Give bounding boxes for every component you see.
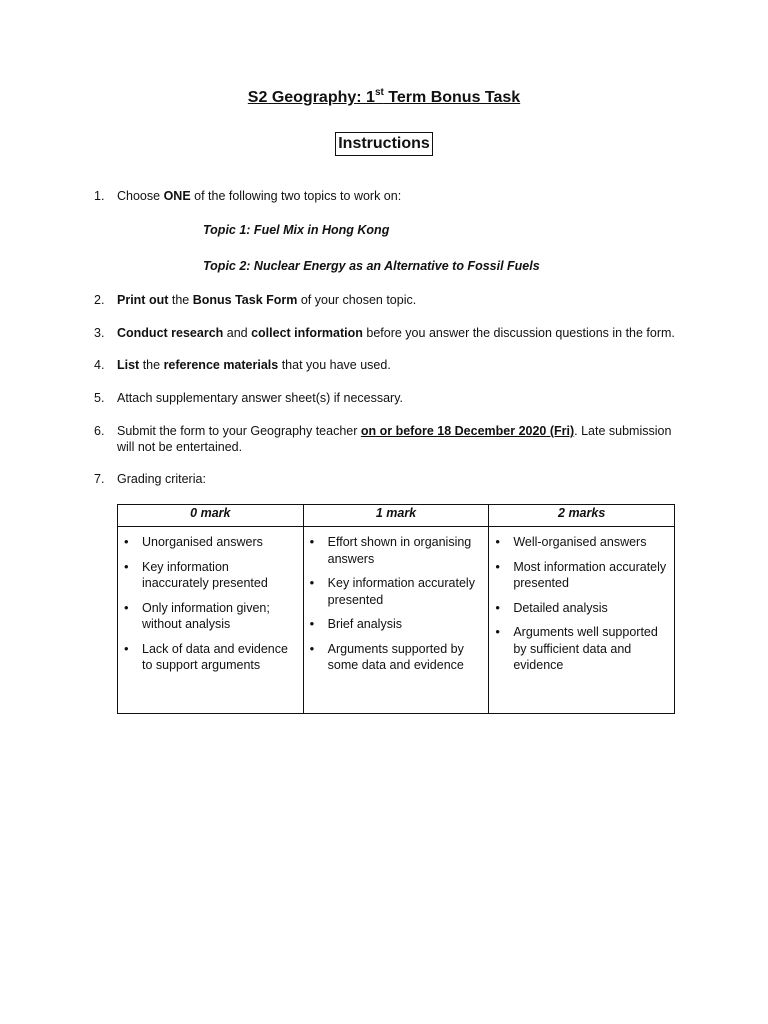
item-text: Grading criteria: [117, 472, 206, 486]
list-item-4 [94, 357, 687, 373]
item-text: Submit the form to your Geography teacher [117, 424, 361, 438]
header-1-mark: 1 mark [303, 505, 489, 527]
list-item: • Arguments supported by some data and evidence [328, 641, 483, 674]
criteria-list [489, 534, 674, 674]
item-bold-text: reference materials [163, 358, 279, 372]
list-number: 3. [94, 326, 105, 340]
list-item: • Well-organised answers [513, 534, 668, 551]
list-item: • Lack of data and evidence to support arguments [142, 641, 297, 674]
list-item: • Effort shown in organising answers [328, 534, 483, 567]
title-superscript: st [374, 86, 384, 98]
item-bold-text: Bonus Task Form [192, 293, 298, 307]
criteria-cell-1-mark [303, 527, 489, 714]
list-item-2 [94, 292, 687, 308]
list-item: • Brief analysis [328, 616, 483, 633]
item-text: Choose [117, 189, 164, 203]
deadline-text: on or before 18 December 2020 (Fri) [360, 424, 575, 438]
item-text: the [139, 358, 164, 372]
table-header-row [118, 505, 675, 527]
header-0-mark: 0 mark [118, 505, 304, 527]
criteria-cell-2-marks [489, 527, 675, 714]
item-text: of the following two topics to work on: [190, 189, 402, 203]
item-bold-text: Conduct research [117, 326, 224, 340]
title-suffix: Term Bonus Task [383, 89, 521, 106]
topic-1: Topic 1: Fuel Mix in Hong Kong [203, 223, 390, 237]
list-item-5 [94, 390, 687, 406]
list-number: 7. [94, 472, 105, 486]
item-bold-text: Print out [117, 293, 169, 307]
list-item: • Arguments well supported by sufficient data and evidence [513, 624, 668, 674]
list-number: 4. [94, 358, 105, 372]
topic-2: Topic 2: Nuclear Energy as an Alternative to Fossil Fuels [203, 259, 540, 273]
item-bold-text: List [117, 358, 140, 372]
subtitle-wrapper [0, 132, 768, 156]
header-2-marks: 2 marks [489, 505, 675, 527]
title-text [247, 86, 521, 106]
item-text: that you have used. [278, 358, 391, 372]
list-number: 6. [94, 424, 105, 438]
list-item: • Key information accurately presented [328, 575, 483, 608]
item-text: and [223, 326, 252, 340]
list-item: • Only information given; without analysis [142, 600, 297, 633]
grading-criteria-table [117, 504, 675, 714]
list-number: 1. [94, 189, 105, 203]
list-item-3 [94, 325, 687, 341]
item-bold-text: collect information [251, 326, 363, 340]
list-item-7 [94, 471, 687, 487]
instructions-heading: Instructions [335, 132, 433, 156]
item-text: Attach supplementary answer sheet(s) if necessary. [117, 391, 404, 405]
criteria-cell-0-mark [118, 527, 304, 714]
item-bold-text: ONE [163, 189, 191, 203]
list-item-1 [94, 188, 687, 204]
list-number: 2. [94, 293, 105, 307]
item-text: . Late submission will not be entertained. [117, 424, 672, 454]
criteria-list [304, 534, 489, 674]
list-item-6 [94, 423, 682, 455]
list-item: • Detailed analysis [513, 600, 668, 617]
list-item: • Unorganised answers [142, 534, 297, 551]
item-text: the [168, 293, 193, 307]
list-item: • Most information accurately presented [513, 559, 668, 592]
item-text: before you answer the discussion questions in the form. [362, 326, 675, 340]
list-item: • Key information inaccurately presented [142, 559, 297, 592]
list-number: 5. [94, 391, 105, 405]
table-row [118, 527, 675, 714]
page-title [0, 88, 768, 108]
item-text: of your chosen topic. [297, 293, 417, 307]
title-prefix: S2 Geography: 1 [247, 89, 375, 106]
criteria-list [118, 534, 303, 674]
